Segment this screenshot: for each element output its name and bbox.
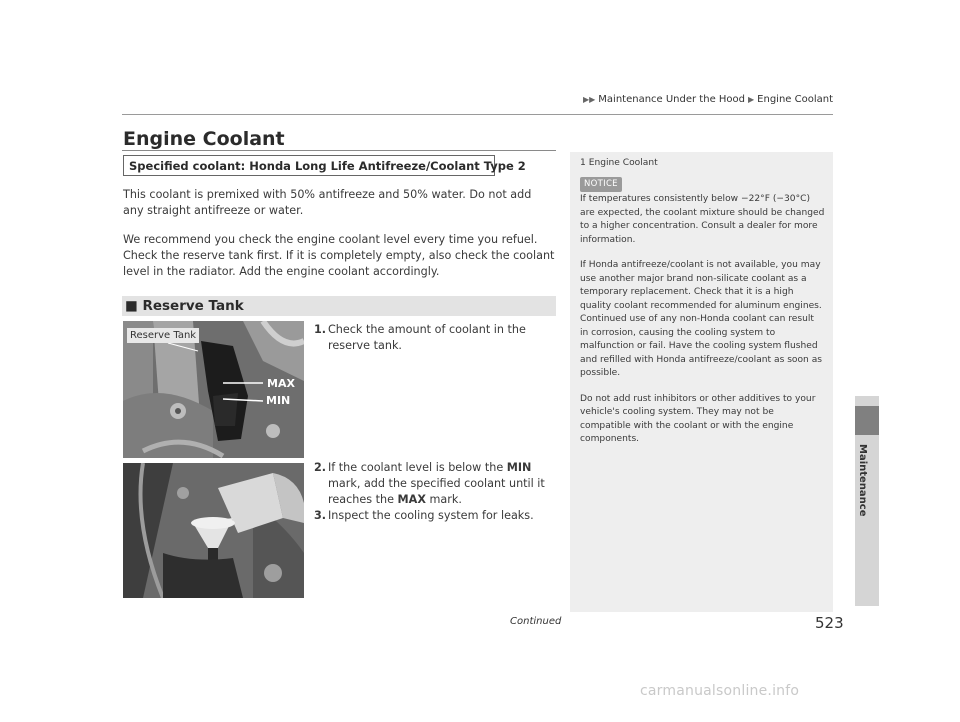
step-text-part: mark, add the specified coolant until it reaches the [328,477,545,506]
recommendation-paragraph: We recommend you check the engine coolant level every time you refuel. Check the reserve tank first. If it is completely empty, also check the coolant level in the radiator. Add the engine coolant accordingly. [123,233,555,278]
step-text-part: If the coolant level is below the [328,461,507,474]
breadcrumb [583,94,833,105]
sidenote-title-text: Engine Coolant [588,158,658,168]
notice-badge: NOTICE [580,177,622,193]
adding-coolant-illustration [123,463,304,598]
step-text: Check the amount of coolant in the reserve tank. [328,323,526,352]
section-heading-text: Reserve Tank [142,298,244,314]
sidenote-paragraph: If temperatures consistently below −22°F (−30°C) are expected, the coolant mixture should be changed to a higher concentration. Consult a dealer for more information. [580,194,825,245]
step-text-part: mark. [425,493,462,506]
section-heading-reserve-tank [122,296,556,316]
step-2 [314,460,554,508]
reserve-tank-photo [123,321,304,458]
step-number: 3. [314,509,327,522]
page-title: Engine Coolant [123,128,285,150]
engine-coolant-sidenote [570,152,833,612]
max-mark-label: MAX [267,377,295,390]
breadcrumb-item-engine-coolant[interactable]: Engine Coolant [757,94,833,105]
step-number: 1. [314,323,327,336]
max-keyword: MAX [397,493,426,506]
min-keyword: MIN [506,461,532,474]
side-tab-marker [855,406,879,435]
triangle-right-icon: ▶ [748,95,755,104]
min-mark-label: MIN [266,394,291,407]
step-text [328,460,554,508]
watermark: carmanualsonline.info [640,683,800,699]
sidenote-ref-marker: 1 [580,158,586,168]
side-tab-maintenance[interactable]: Maintenance [857,444,868,517]
sidenote-title [580,157,825,171]
triangle-right-icon: ▶▶ [582,95,596,104]
section-marker-icon: ■ [125,298,138,314]
title-divider [122,150,556,151]
sidenote-paragraph: Do not add rust inhibitors or other additives to your vehicle's cooling system. They may not be compatible with the coolant or with the engine components. [580,393,816,444]
specified-coolant-box: Specified coolant: Honda Long Life Antifreeze/Coolant Type 2 [123,155,495,176]
premix-paragraph: This coolant is premixed with 50% antifreeze and 50% water. Do not add any straight antifreeze or water. [123,188,532,217]
adding-coolant-photo [123,463,304,598]
page-number: 523 [815,614,844,632]
reserve-tank-callout: Reserve Tank [127,328,199,343]
step-text: Inspect the cooling system for leaks. [328,509,534,522]
step-1 [314,322,554,354]
continued-label: Continued [510,616,562,627]
breadcrumb-item-maintenance-under-hood[interactable]: Maintenance Under the Hood [598,94,745,105]
step-number: 2. [314,461,327,474]
step-3 [314,508,554,524]
header-divider [122,114,833,115]
sidenote-paragraph: If Honda antifreeze/coolant is not available, you may use another major brand non-silicate coolant as a temporary replacement. Check that it is a high quality coolant recommended for aluminum engines. Continued use of any non-Honda coolant can result in corrosion, causing the cooling system to malfunction or fail. Have the cooling system flushed and refilled with Honda antifreeze/coolant as soon as possible. [580,260,823,378]
